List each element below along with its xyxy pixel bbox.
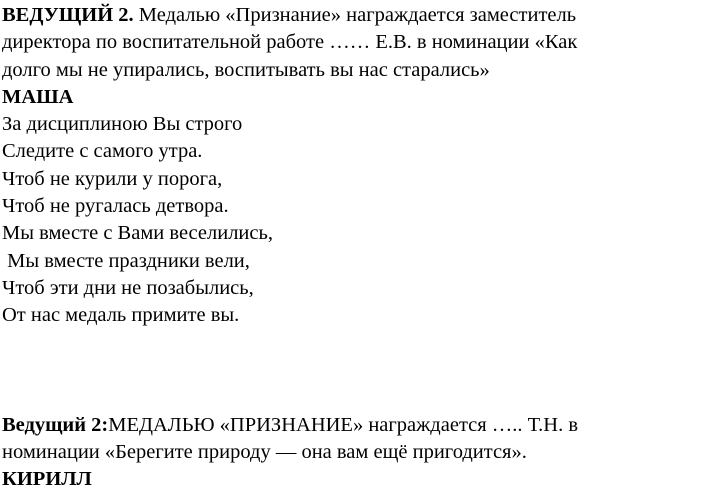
blank-space (2, 330, 702, 412)
announcer-line-2: директора по воспитательной работе …… Е.В. в номинации «Как (2, 31, 578, 54)
poem-line: Мы вместе праздники вели, (2, 249, 250, 272)
announcer-line-5: номинации «Берегите природу — она вам ещё пригодится». (2, 440, 527, 463)
announcement-text: Медалью «Признание» награждается заместитель (133, 4, 577, 26)
poem-line: Чтоб не ругалась детвора. (2, 195, 229, 218)
poem-line: Чтоб не курили у порога, (2, 167, 223, 190)
poem-speaker-kirill: КИРИЛЛ (2, 468, 92, 491)
poem-speaker-masha: МАША (2, 85, 74, 108)
announcer-line-3: долго мы не упирались, воспитывать вы нас старались» (2, 58, 490, 81)
poem-line: От нас медаль примите вы. (2, 304, 240, 327)
poem-line: За дисциплиною Вы строго (2, 113, 243, 136)
document-page (2, 2, 702, 493)
speaker-label: ВЕДУЩИЙ 2. (2, 4, 134, 26)
announcer-line-4 (2, 412, 702, 439)
poem-line: Следите с самого утра. (2, 140, 203, 163)
speaker-label: Ведущий 2: (2, 413, 109, 436)
poem-line: Мы вместе с Вами веселились, (2, 222, 273, 245)
poem-line: Чтоб эти дни не позабылись, (2, 276, 254, 299)
announcement-text: МЕДАЛЬЮ «ПРИЗНАНИЕ» награждается ….. Т.Н. в (108, 413, 579, 436)
announcer-line-1 (2, 2, 702, 29)
